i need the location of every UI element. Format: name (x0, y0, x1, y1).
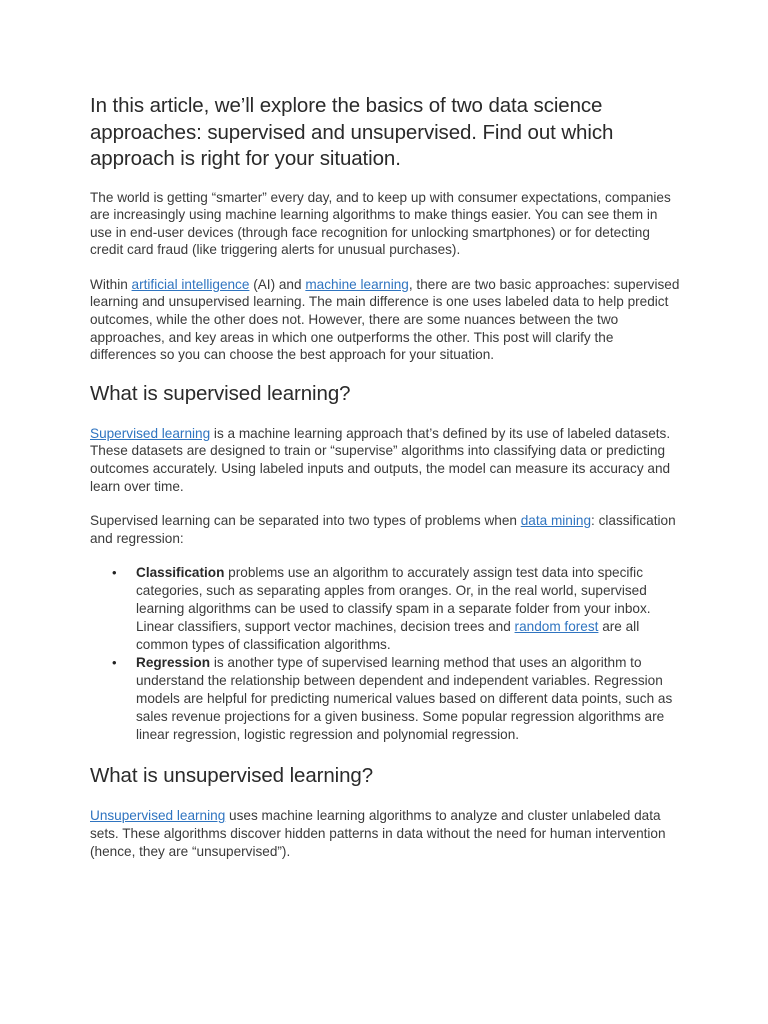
intro-p2-text-2: (AI) and (249, 276, 306, 292)
random-forest-link[interactable]: random forest (514, 619, 599, 635)
unsupervised-paragraph-1 (90, 807, 680, 860)
supervised-p1-text: is a machine learning approach that’s defined by its use of labeled datasets. These datasets are designed to train or “supervise” algorithms into classifying data or predicting outcomes accurately. Using labeled inputs and outputs, the model can measure its accuracy and learn over time. (90, 425, 671, 494)
data-mining-link[interactable]: data mining (520, 513, 592, 529)
unsupervised-learning-link[interactable]: Unsupervised learning (90, 808, 226, 824)
artificial-intelligence-link[interactable]: artificial intelligence (131, 276, 250, 292)
classification-text-2: are all common types of classification algorithms. (136, 619, 640, 653)
supervised-p2-text-2: : classification and regression: (90, 513, 676, 546)
bullet-icon: • (112, 565, 117, 581)
classification-term: Classification (136, 565, 225, 581)
intro-p2-text-1: Within (90, 276, 132, 292)
unsupervised-learning-heading: What is unsupervised learning? (90, 764, 374, 788)
supervised-paragraph-1 (90, 425, 680, 495)
machine-learning-link[interactable]: machine learning (305, 276, 409, 292)
intro-paragraph-1: The world is getting “smarter” every day, and to keep up with consumer expectations, companies are increasingly using machine learning algorithms to make things easier. You can see them in use in end-user devices (through face recognition for unlocking smartphones) or for detecting credit card fraud (like triggering alerts for unusual purchases). (90, 189, 671, 258)
supervised-learning-heading: What is supervised learning? (90, 381, 351, 405)
regression-term: Regression (136, 654, 211, 670)
bullet-icon: • (112, 654, 117, 670)
supervised-p2-text-1: Supervised learning can be separated into two types of problems when (90, 513, 521, 529)
supervised-learning-link[interactable]: Supervised learning (90, 425, 211, 441)
classification-text-1: problems use an algorithm to accurately assign test data into specific categories, such as separating apples from oranges. Or, in the real world, supervised learning algorithms can be used to classify spam in a separate folder from your inbox. Linear classifiers, support vector machines, decision trees and (136, 565, 651, 635)
article-intro-heading: In this article, we’ll explore the basics of two data science approaches: supervised and unsupervised. Find out which approach is right for your situation. (90, 94, 614, 170)
intro-p2-text-3: , there are two basic approaches: supervised learning and unsupervised learning. The main difference is one uses labeled data to help predict outcomes, while the other does not. However, there are some nuances between the two approaches, and key areas in which one outperforms the other. This post will clarify the differences so you can choose the best approach for your situation. (90, 276, 680, 363)
regression-text: is another type of supervised learning method that uses an algorithm to understand the relationship between dependent and independent variables. Regression models are helpful for predicting numerical values based on different data points, such as sales revenue projections for a given business. Some popular regression algorithms are linear regression, logistic regression and polynomial regression. (136, 654, 673, 742)
intro-paragraph-2 (90, 276, 680, 364)
problem-types-list (90, 564, 680, 743)
list-item-regression (112, 654, 680, 744)
unsupervised-p1-text: uses machine learning algorithms to analyze and cluster unlabeled data sets. These algorithms discover hidden patterns in data without the need for human intervention (hence, they are “unsupervised”). (90, 808, 666, 859)
list-item-classification (112, 564, 680, 654)
supervised-paragraph-2 (90, 512, 680, 547)
